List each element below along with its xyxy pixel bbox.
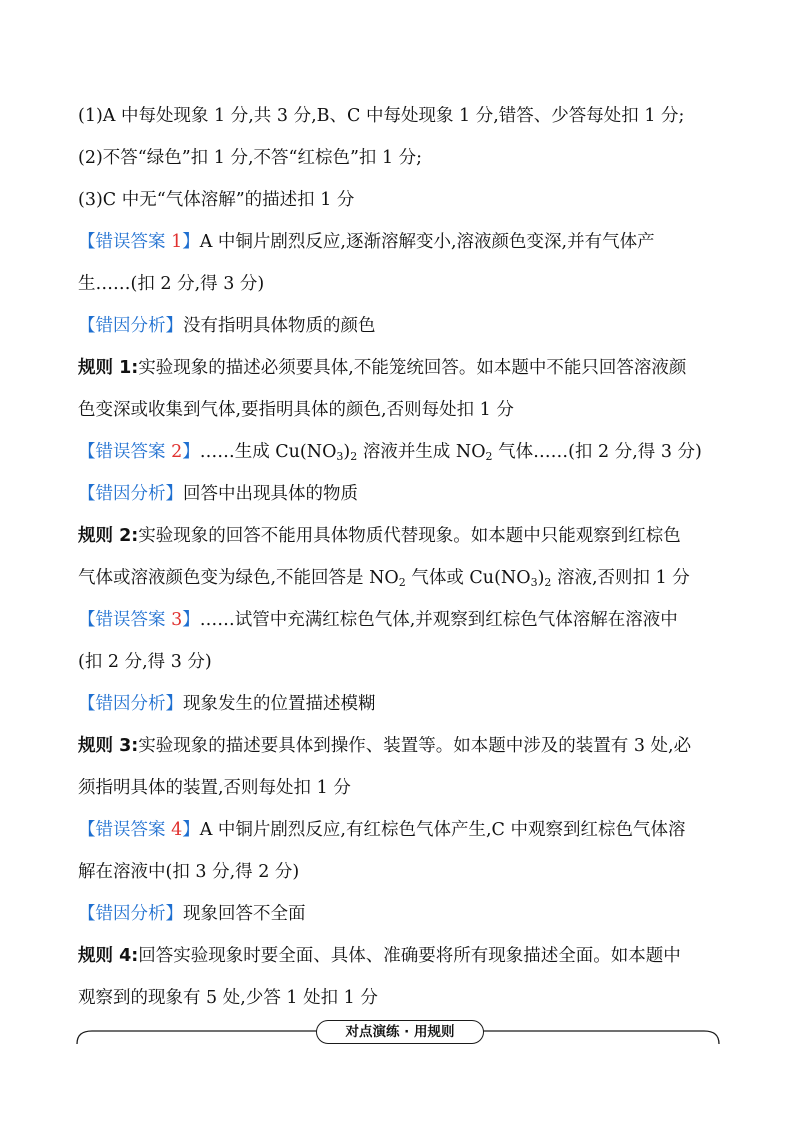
scoring-note-3: (3)C 中无“气体溶解”的描述扣 1 分	[78, 190, 355, 210]
wrong-answer-3-cont: (扣 2 分,得 3 分)	[78, 652, 212, 672]
wrong-answer-tag: 【错误答案 1】	[78, 232, 200, 252]
rule-3: 规则 3:实验现象的描述要具体到操作、装置等。如本题中涉及的装置有 3 处,必	[78, 736, 692, 756]
wrong-answer-3: 【错误答案 3】……试管中充满红棕色气体,并观察到红棕色气体溶解在溶液中	[78, 610, 678, 630]
error-analysis-3: 【错因分析】现象发生的位置描述模糊	[78, 694, 376, 714]
scoring-note-2: (2)不答“绿色”扣 1 分,不答“红棕色”扣 1 分;	[78, 148, 423, 168]
error-analysis-tag: 【错因分析】	[78, 316, 183, 336]
rule-2: 规则 2:实验现象的回答不能用具体物质代替现象。如本题中只能观察到红棕色	[78, 526, 681, 546]
error-analysis-tag: 【错因分析】	[78, 484, 183, 504]
rule-4-cont: 观察到的现象有 5 处,少答 1 处扣 1 分	[78, 988, 378, 1008]
rule-label: 规则 3:	[78, 736, 139, 756]
section-divider	[76, 1019, 720, 1045]
rule-1: 规则 1:实验现象的描述必须要具体,不能笼统回答。如本题中不能只回答溶液颜	[78, 358, 687, 378]
error-analysis-2: 【错因分析】回答中出现具体的物质	[78, 484, 358, 504]
wrong-answer-2: 【错误答案 2】……生成 $Cu(NO_3)_2$ 溶液并生成 $NO_2$ 气体……(扣 2 分,得 3 分)	[78, 442, 702, 463]
rule-label: 规则 1:	[78, 358, 139, 378]
rule-4: 规则 4:回答实验现象时要全面、具体、准确要将所有现象描述全面。如本题中	[78, 946, 681, 966]
error-analysis-4: 【错因分析】现象回答不全面	[78, 904, 306, 924]
section-title: 对点演练 · 用规则	[316, 1020, 484, 1044]
wrong-answer-4: 【错误答案 4】A 中铜片剧烈反应,有红棕色气体产生,C 中观察到红棕色气体溶	[78, 820, 686, 840]
wrong-answer-1: 【错误答案 1】A 中铜片剧烈反应,逐渐溶解变小,溶液颜色变深,并有气体产	[78, 232, 655, 252]
error-analysis-tag: 【错因分析】	[78, 904, 183, 924]
rule-3-cont: 须指明具体的装置,否则每处扣 1 分	[78, 778, 351, 798]
rule-1-cont: 色变深或收集到气体,要指明具体的颜色,否则每处扣 1 分	[78, 400, 514, 420]
wrong-answer-1-cont: 生……(扣 2 分,得 3 分)	[78, 274, 265, 294]
wrong-answer-tag: 【错误答案 4】	[78, 820, 200, 840]
rule-label: 规则 4:	[78, 946, 139, 966]
rule-label: 规则 2:	[78, 526, 139, 546]
rule-2-cont: 气体或溶液颜色变为绿色,不能回答是 $NO_2$ 气体或 $Cu(NO_3)_2$ 溶液,否则扣 1 分	[78, 568, 690, 589]
wrong-answer-4-cont: 解在溶液中(扣 3 分,得 2 分)	[78, 862, 300, 882]
wrong-answer-tag: 【错误答案 3】	[78, 610, 200, 630]
scoring-note-1: (1)A 中每处现象 1 分,共 3 分,B、C 中每处现象 1 分,错答、少答每处扣 1 分;	[78, 106, 685, 126]
error-analysis-tag: 【错因分析】	[78, 694, 183, 714]
wrong-answer-tag: 【错误答案 2】	[78, 442, 200, 462]
error-analysis-1: 【错因分析】没有指明具体物质的颜色	[78, 316, 376, 336]
